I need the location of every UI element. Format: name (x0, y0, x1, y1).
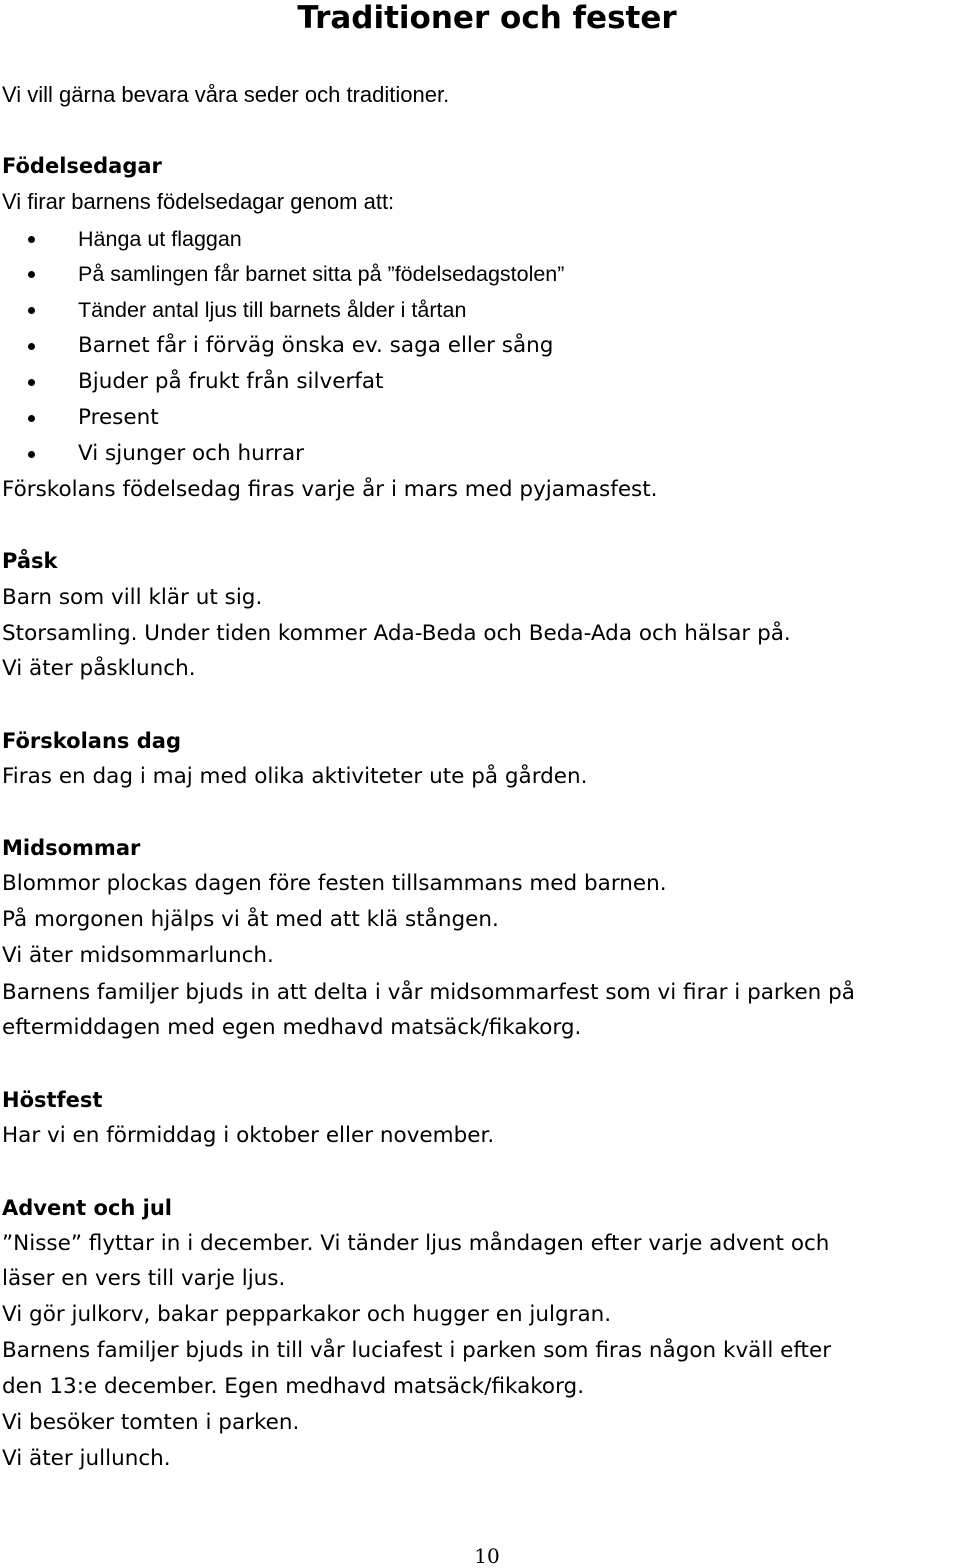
birthdays-note: Förskolans födelsedag firas varje år i mars med pyjamasfest. (2, 477, 658, 502)
midsummer-line: Barnens familjer bjuds in att delta i vår midsommarfest som vi firar i parken på (2, 980, 855, 1005)
midsummer-line: eftermiddagen med egen medhavd matsäck/fikakorg. (2, 1015, 582, 1040)
easter-line: Storsamling. Under tiden kommer Ada-Beda och Beda-Ada och hälsar på. (2, 621, 791, 646)
document-page: Traditioner och fester Vi vill gärna bevara våra seder och traditioner. Födelsedagar Vi firar barnens födelsedagar genom att: Hänga ut flaggan På samlingen får barnet sitta på ”födelsedagstolen” Tänder antal ljus till barnets ålder i tårtan Barnet får i förväg önska ev. saga eller sång Bjuder på frukt från silverfat Present Vi sjunger och hurrar Förskolans födelsedag firas varje år i mars med pyjamasfest. Påsk Barn som vill klär ut sig. Storsamling. Under tiden kommer Ada-Beda och Beda-Ada och hälsar på. Vi äter påsklunch. Förskolans dag Firas en dag i maj med olika aktiviteter ute på gården. Midsommar Blommor plockas dagen före festen tillsammans med barnen. På morgonen hjälps vi åt med att klä stången. Vi äter midsommarlunch. Barnens familjer bjuds in att delta i vår midsommarfest som vi firar i parken på eftermiddagen med egen medhavd matsäck/fikakorg. Höstfest Har vi en förmiddag i oktober eller november. Advent och jul ”Nisse” flyttar in i december. Vi tänder ljus måndagen efter varje advent och läser en vers till varje ljus. Vi gör julkorv, bakar pepparkakor och hugger en julgran. Barnens familjer bjuds in till vår luciafest i parken som firas någon kväll efter den 13:e december. Egen medhavd matsäck/fikakorg. Vi besöker tomten i parken. Vi äter jullunch. 10 (0, 0, 960, 1566)
christmas-line: läser en vers till varje ljus. (2, 1266, 286, 1291)
section-heading-midsummer: Midsommar (2, 836, 141, 860)
page-number: 10 (474, 1544, 500, 1568)
bullet-icon (28, 271, 35, 278)
section-heading-autumn: Höstfest (2, 1088, 103, 1112)
bullet-icon (28, 415, 35, 422)
christmas-line: Vi äter jullunch. (2, 1446, 171, 1471)
section-heading-christmas: Advent och jul (2, 1196, 172, 1220)
christmas-line: Vi besöker tomten i parken. (2, 1410, 300, 1435)
section-heading-birthdays: Födelsedagar (2, 154, 162, 178)
easter-line: Barn som vill klär ut sig. (2, 585, 263, 610)
christmas-line: ”Nisse” flyttar in i december. Vi tänder ljus måndagen efter varje advent och (2, 1231, 830, 1256)
birthdays-lead: Vi firar barnens födelsedagar genom att: (2, 189, 395, 214)
midsummer-line: Vi äter midsommarlunch. (2, 943, 274, 968)
bullet-icon (28, 379, 35, 386)
page-title: Traditioner och fester (297, 0, 677, 36)
christmas-line: den 13:e december. Egen medhavd matsäck/fikakorg. (2, 1374, 585, 1399)
intro-text: Vi vill gärna bevara våra seder och traditioner. (2, 82, 450, 107)
bullet-icon (28, 343, 35, 350)
midsummer-line: Blommor plockas dagen före festen tillsammans med barnen. (2, 871, 667, 896)
christmas-line: Vi gör julkorv, bakar pepparkakor och hugger en julgran. (2, 1302, 612, 1327)
section-heading-preschool-day: Förskolans dag (2, 729, 181, 753)
christmas-line: Barnens familjer bjuds in till vår luciafest i parken som firas någon kväll efter (2, 1338, 832, 1363)
bullet-icon (28, 236, 35, 243)
midsummer-line: På morgonen hjälps vi åt med att klä stången. (2, 907, 499, 932)
preschool-day-line: Firas en dag i maj med olika aktiviteter ute på gården. (2, 764, 588, 789)
autumn-line: Har vi en förmiddag i oktober eller november. (2, 1123, 495, 1148)
bullet-icon (28, 307, 35, 314)
easter-line: Vi äter påsklunch. (2, 656, 196, 681)
section-heading-easter: Påsk (2, 549, 58, 573)
bullet-icon (28, 451, 35, 458)
